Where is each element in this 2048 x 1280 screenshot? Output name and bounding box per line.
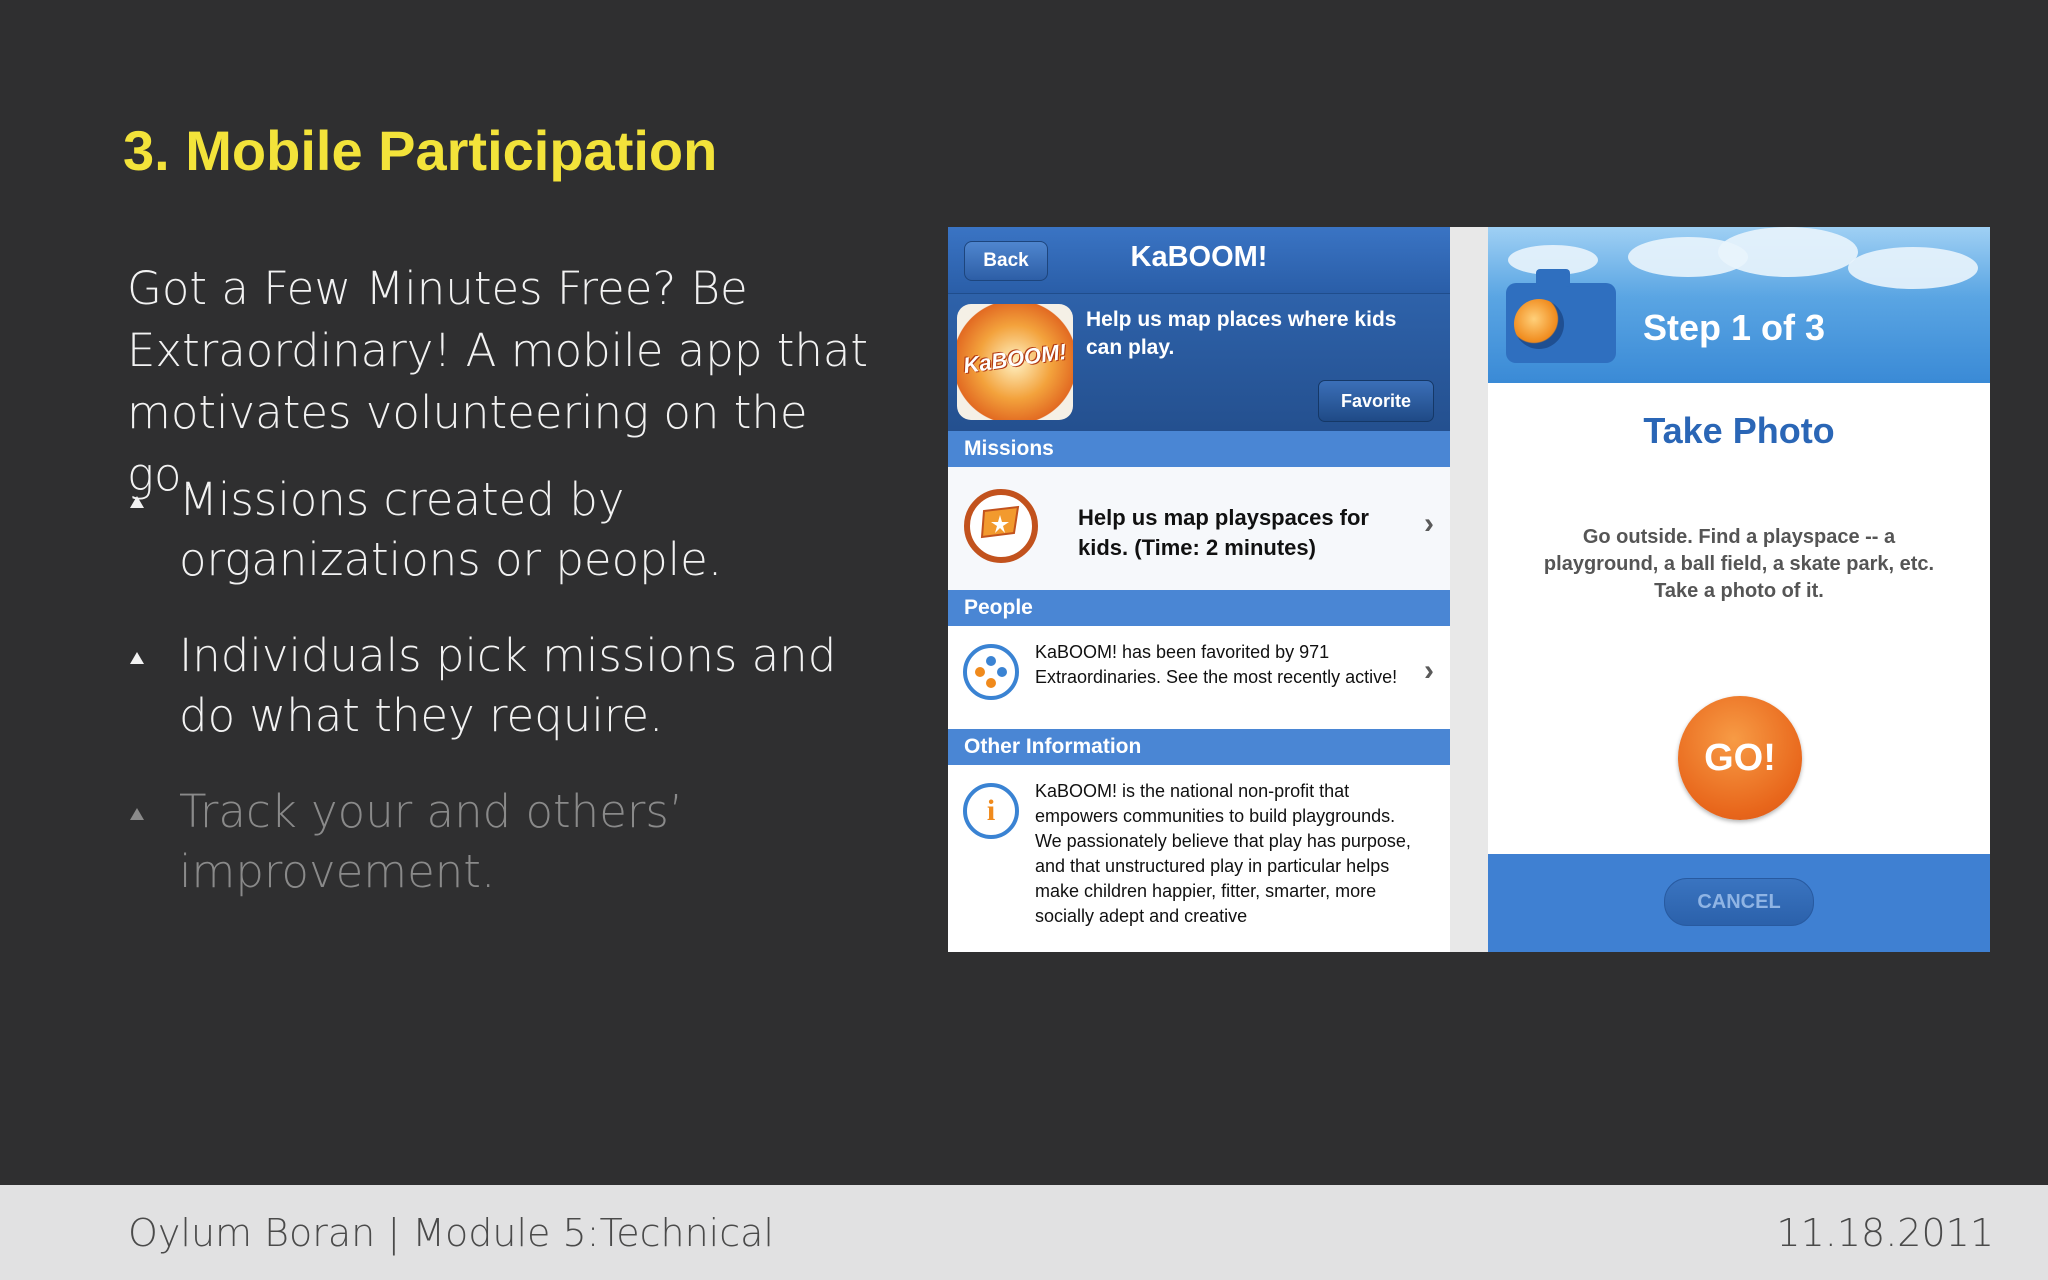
camera-top: [1536, 269, 1570, 287]
other-info-row: [948, 765, 1450, 952]
back-button[interactable]: Back: [964, 241, 1048, 281]
nav-bar: [948, 227, 1450, 294]
kaboom-app-screenshot: [948, 227, 1450, 952]
bullet-item: [127, 782, 887, 902]
org-tagline: Help us map places where kids can play.: [1086, 308, 1397, 359]
go-button[interactable]: GO!: [1678, 696, 1802, 820]
org-header: [948, 294, 1450, 431]
bullet-text: Track your and others’ improvement.: [179, 785, 684, 898]
bullet-triangle-icon: [130, 496, 144, 508]
cancel-button[interactable]: CANCEL: [1664, 878, 1814, 926]
camera-icon: [1506, 283, 1616, 363]
bullet-item: [127, 470, 887, 590]
bullet-list: [127, 470, 887, 938]
info-icon: i: [963, 783, 1019, 839]
footer-date: 11.18.2011: [1776, 1211, 1994, 1255]
other-info-header: Other Information: [948, 729, 1450, 765]
footer: [0, 1185, 2048, 1280]
bullet-text: Missions created by organizations or people.: [179, 473, 723, 586]
step-header: [1488, 227, 1990, 383]
people-row[interactable]: [948, 626, 1450, 724]
cloud-decoration: [1718, 227, 1858, 277]
chevron-right-icon: ›: [1424, 654, 1434, 687]
intro-text: Got a Few Minutes Free? Be Extraordinary! A mobile app that motivates volunteering on the go.: [127, 262, 869, 501]
bullet-text: Individuals pick missions and do what they require.: [179, 629, 837, 742]
slide-title: 3. Mobile Participation: [123, 119, 718, 182]
bullet-item: [127, 626, 887, 746]
mission-text: Help us map playspaces for kids. (Time: 2 minutes): [1078, 505, 1369, 560]
bullet-triangle-icon: [130, 808, 144, 820]
other-info-text: KaBOOM! is the national non-profit that empowers communities to build playgrounds. We passionately believe that play has purpose, and that unstructured play in particular helps make children happier, fitter, smarter, more socially adept and creative: [1035, 781, 1411, 926]
logo-text: KaBOOM!: [961, 338, 1069, 379]
cloud-decoration: [1848, 247, 1978, 289]
kaboom-logo: [957, 304, 1073, 420]
favorite-button[interactable]: Favorite: [1318, 380, 1434, 422]
bottom-bar: [1488, 854, 1990, 952]
take-photo-screenshot: [1488, 227, 1990, 952]
app-title: KaBOOM!: [1130, 241, 1268, 273]
mission-flag-icon: [964, 489, 1038, 563]
people-header: People: [948, 590, 1450, 626]
bullet-triangle-icon: [130, 652, 144, 664]
people-text: KaBOOM! has been favorited by 971 Extraordinaries. See the most recently active!: [1035, 642, 1398, 687]
footer-author-module: Oylum Boran | Module 5:Technical: [128, 1211, 774, 1255]
camera-lens: [1514, 299, 1564, 349]
step-title: Step 1 of 3: [1643, 307, 1826, 348]
take-photo-heading: Take Photo: [1643, 410, 1835, 451]
missions-header: Missions: [948, 431, 1450, 467]
people-icon: [963, 644, 1019, 700]
chevron-right-icon: ›: [1424, 507, 1434, 540]
instructions-text: Go outside. Find a playspace -- a playground, a ball field, a skate park, etc. Take a photo of it.: [1543, 526, 1935, 602]
screenshot-divider: [1450, 227, 1488, 952]
